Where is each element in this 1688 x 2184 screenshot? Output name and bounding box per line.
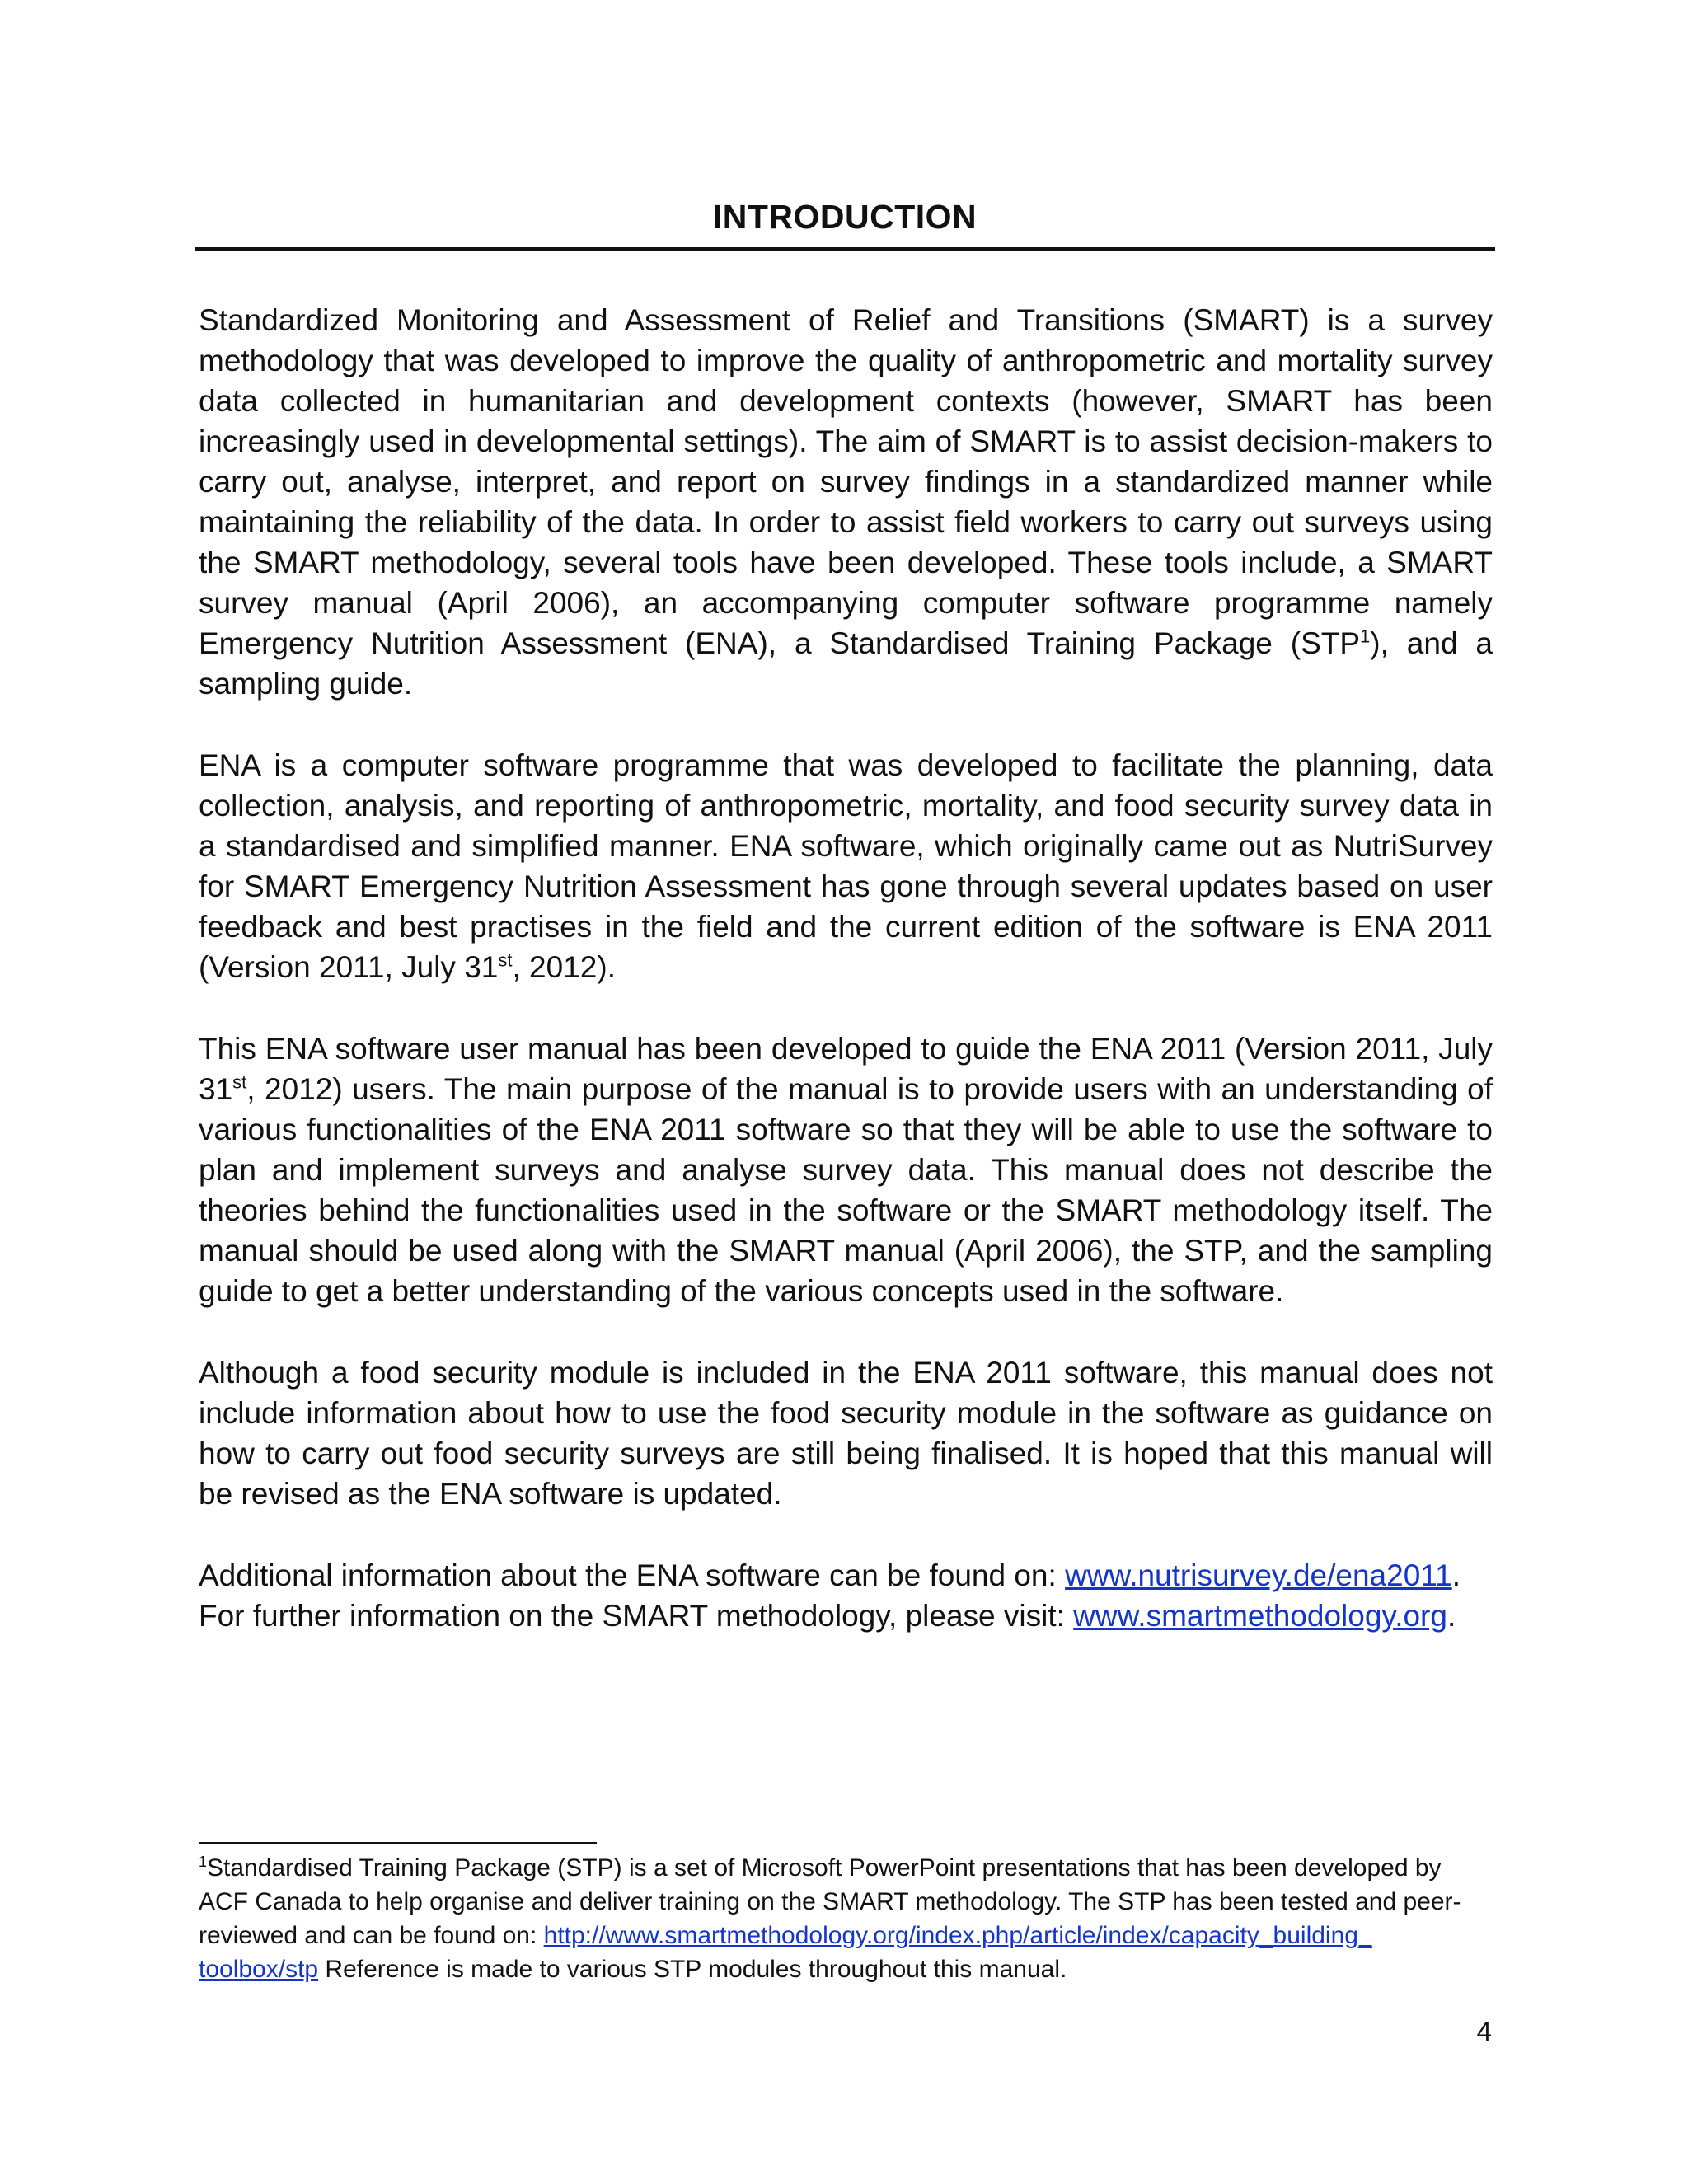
nutrisurvey-link[interactable]: www.nutrisurvey.de/ena2011 [1065,1558,1452,1592]
smartmethodology-link[interactable]: www.smartmethodology.org [1073,1599,1447,1633]
paragraph-text: ), and a sampling guide. [199,626,1493,701]
line-text: For further information on the SMART methodology, please visit: [199,1599,1074,1633]
footnote-text: Standardised Training Package (STP) is a set of Microsoft PowerPoint presentations that has been developed by ACF Canada to help organise and deliver training on the SMART methodology. The STP has been tested and peer-reviewed and can be found on: [199,1854,1461,1949]
page-number: 4 [1476,2016,1492,2046]
ordinal-suffix: st [232,1071,247,1093]
paragraph-ena-description [199,745,1493,987]
paragraph-text: Standardized Monitoring and Assessment of Relief and Transitions (SMART) is a survey methodology that was developed to improve the quality of anthropometric and mortality survey data collected in humanitarian and development contexts (however, SMART has been increasingly used in developmental settings). The aim of SMART is to assist decision-makers to carry out, analyse, interpret, and report on survey findings in a standardized manner while maintaining the reliability of the data. In order to assist field workers to carry out surveys using the SMART methodology, several tools have been developed. These tools include, a SMART survey manual (April 2006), an accompanying computer software programme namely Emergency Nutrition Assessment (ENA), a Standardised Training Package (STP [199,303,1493,660]
paragraph-food-security [199,1352,1493,1514]
stp-link[interactable]: http://www.smartmethodology.org/index.php/article/index/capacity_building_ toolbox/stp [199,1922,1372,1983]
paragraph-text: , 2012). [512,950,616,984]
paragraph-manual-purpose [199,1029,1493,1311]
additional-info-line [199,1555,1493,1596]
title-underline [195,247,1495,251]
paragraph-text: , 2012) users. The main purpose of the manual is to provide users with an understanding of various functionalities of the ENA 2011 software so that they will be able to use the software to plan and implement surveys and analyse survey data. This manual does not describe the theories behind the functionalities used in the software or the SMART methodology itself. The manual should be used along with the SMART manual (April 2006), the STP, and the sampling guide to get a better understanding of the various concepts used in the software. [199,1072,1493,1308]
paragraph-text: Although a food security module is included in the ENA 2011 software, this manual does not include information about how to use the food security module in the software as guidance on how to carry out food security surveys are still being finalised. It is hoped that this manual will be revised as the ENA software is updated. [199,1356,1493,1511]
paragraph-additional-info [199,1555,1493,1636]
footnote-marker: 1 [199,1854,208,1870]
paragraph-text: This ENA software user manual has been developed to guide the ENA 2011 (Version 2011, July 31 [199,1032,1493,1106]
footnote-separator [199,1842,597,1844]
paragraph-smart-intro [199,300,1493,704]
line-end: . [1451,1558,1461,1592]
footnote [199,1851,1493,1986]
ordinal-suffix: st [498,949,513,971]
further-info-line [199,1596,1493,1636]
footnote-reference[interactable]: 1 [1360,626,1371,647]
line-end: . [1447,1599,1456,1633]
line-text: Additional information about the ENA software can be found on: [199,1558,1066,1592]
page-title: INTRODUCTION [712,198,978,236]
paragraph-text: ENA is a computer software programme that was developed to facilitate the planning, data collection, analysis, and reporting of anthropometric, mortality, and food security survey data in a standardised and simplified manner. ENA software, which originally came out as NutriSurvey for SMART Emergency Nutrition Assessment has gone through several updates based on user feedback and best practises in the field and the current edition of the software is ENA 2011 (Version 2011, July 31 [199,748,1493,984]
footnote-text: Reference is made to various STP modules throughout this manual. [318,1956,1067,1983]
